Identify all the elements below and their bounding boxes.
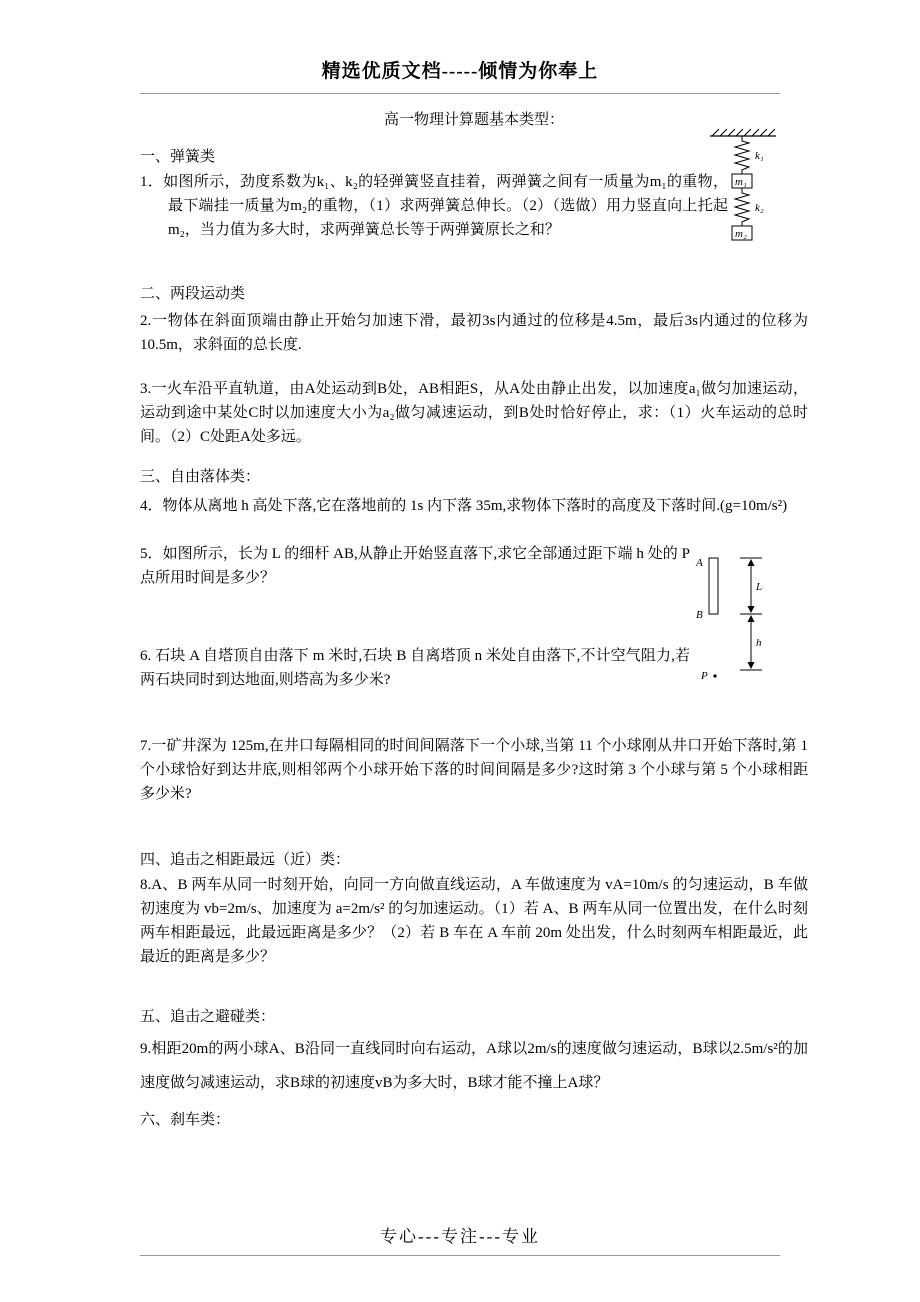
mass-m1-label: m₁	[735, 176, 747, 188]
problem-8: 8.A、B 两车从同一时刻开始，向同一方向做直线运动，A 车做速度为 vA=10m/s 的匀速运动，B 车做初速度为 vb=2m/s、加速度为 a=2m/s² 的匀加速运动。（1）若 A、B 两车从同一位置出发，在什么时刻两车相距最远，此最远距离是多少？（2）若 B 车在 A 车前 20m 处出发，什么时刻两车相距最近，此最近的距离是多少？	[140, 877, 808, 965]
spring-k1-label: k₁	[755, 150, 764, 162]
section-heading-braking: 六、刹车类：	[140, 1112, 231, 1128]
section-heading-pursuit-collision-avoidance: 五、追击之避碰类：	[140, 1009, 276, 1025]
problem-1: 1．如图所示，劲度系数为k₁、k₂的轻弹簧竖直挂着，两弹簧之间有一质量为m₁的重物，最下端挂一质量为m₂的重物，（1）求两弹簧总伸长。（2）（选做）用力竖直向上托起m₂，当力值为多大时，求两弹簧总长等于两弹簧原长之和？	[140, 174, 728, 238]
point-p-label: P	[701, 670, 708, 682]
mass-m2-label: m₂	[735, 228, 747, 240]
problem-9: 9.相距20m的两小球A、B沿同一直线同时向右运动，A球以2m/s的速度做匀速运动，B球以2.5m/s²的加速度做匀减速运动，求B球的初速度vB为多大时，B球才能不撞上A球？	[140, 1041, 808, 1091]
rod-b-label: B	[696, 609, 703, 621]
rod-a-label: A	[696, 557, 703, 569]
problem-2: 2.一物体在斜面顶端由静止开始匀加速下滑，最初3s内通过的位移是4.5m，最后3s内通过的位移为10.5m，求斜面的总长度.	[140, 313, 808, 353]
height-h-label: h	[756, 637, 762, 649]
footer-text: 专心---专注---专业	[380, 1227, 540, 1246]
section-heading-free-fall: 三、自由落体类：	[140, 469, 261, 485]
section-heading-springs: 一、弹簧类	[140, 149, 216, 165]
page-title: 高一物理计算题基本类型：	[383, 112, 564, 128]
spring-k1	[735, 136, 749, 174]
problem-5: 5．如图所示，长为 L 的细杆 AB,从静止开始竖直落下,求它全部通过距下端 h 处的 P 点所用时间是多少？	[140, 546, 690, 586]
section-heading-pursuit-max-distance: 四、追击之相距最远（近）类：	[140, 852, 351, 868]
problem-3: 3.一火车沿平直轨道，由A处运动到B处，AB相距S，从A处由静止出发，以加速度a₁做匀加速运动，运动到途中某处C时以加速度大小为a₂做匀减速运动，到B处时恰好停止，求：（1）火车运动的总时间。（2）C处距A处多远。	[140, 381, 808, 445]
length-l-label: L	[756, 581, 763, 593]
problem-7: 7.一矿井深为 125m,在井口每隔相同的时间间隔落下一个小球,当第 11 个小球刚从井口开始下落时,第 1 个小球恰好到达井底,则相邻两个小球开始下落的时间间隔是多少?这时第 3 个小球与第 5 个小球相距多少米?	[140, 738, 808, 802]
document-header	[140, 56, 780, 94]
ceiling-hatch	[712, 129, 775, 136]
section-heading-two-stage-motion: 二、两段运动类	[140, 286, 246, 302]
problem-6: 6. 石块 A 自塔顶自由落下 m 米时,石块 B 自离塔顶 n 米处自由落下,不计空气阻力,若两石块同时到达地面,则塔高为多少米?	[140, 648, 690, 688]
spring-k2-label: k₂	[755, 202, 764, 214]
header-text: 精选优质文档-----倾情为你奉上	[321, 61, 599, 82]
document-footer	[140, 1222, 780, 1256]
falling-rod-diagram	[692, 552, 777, 702]
point-p-dot	[713, 674, 716, 677]
rod-ab	[709, 558, 718, 614]
problem-4: 4．物体从离地 h 高处下落,它在落地前的 1s 内下落 35m,求物体下落时的高度及下落时间.(g=10m/s²)	[140, 498, 788, 514]
spring-k2	[735, 188, 749, 226]
spring-system-diagram	[700, 126, 785, 271]
